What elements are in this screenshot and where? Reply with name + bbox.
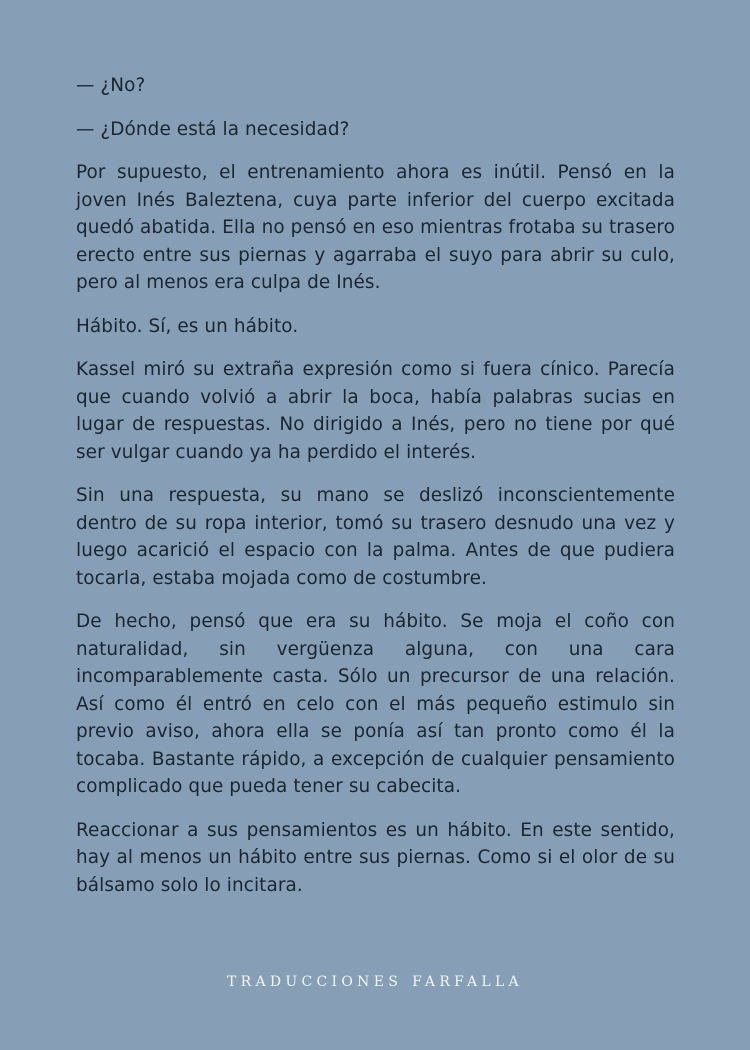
paragraph-3: Por supuesto, el entrenamiento ahora es inútil. Pensó en la joven Inés Baleztena, cuya parte inferior del cuerpo excitada quedó abatida. Ella no pensó en eso mientras frotaba su trasero erecto entre sus piernas y agarraba el suyo para abrir su culo, pero al menos era culpa de Inés. xyxy=(76,162,675,293)
paragraph-5: Kassel miró su extraña expresión como si fuera cínico. Parecía que cuando volvió a abrir la boca, había palabras sucias en lugar de respuestas. No dirigido a Inés, pero no tiene por qué ser vulgar cuando ya ha perdido el interés. xyxy=(76,359,675,463)
body-text xyxy=(76,72,675,915)
paragraph-1: — ¿No? xyxy=(76,75,146,96)
footer-word-2: FARFALLA xyxy=(412,974,523,990)
paragraph-6: Sin una respuesta, su mano se deslizó inconscientemente dentro de su ropa interior, tomó su trasero desnudo una vez y luego acarició el espacio con la palma. Antes de que pudiera tocarla, estaba mojada como de costumbre. xyxy=(76,485,675,589)
paragraph-4: Hábito. Sí, es un hábito. xyxy=(76,315,299,337)
paragraph-8: Reaccionar a sus pensamientos es un hábito. En este sentido, hay al menos un hábito entre sus piernas. Como si el olor de su bálsamo solo lo incitara. xyxy=(76,819,675,896)
footer-word-1: TRADUCCIONES xyxy=(227,974,403,990)
footer-credit xyxy=(0,974,750,990)
paragraph-2: — ¿Dónde está la necesidad? xyxy=(76,118,350,140)
paragraph-7: De hecho, pensó que era su hábito. Se moja el coño con naturalidad, sin vergüenza alguna, con una cara incomparablemente casta. Sólo un precursor de una relación. Así como él entró en celo con el más pequeño estimulo sin previo aviso, ahora ella se ponía así tan pronto como él la tocaba. Bastante rápido, a excepción de cualquier pensamiento complicado que pueda tener su cabecita. xyxy=(76,611,675,797)
